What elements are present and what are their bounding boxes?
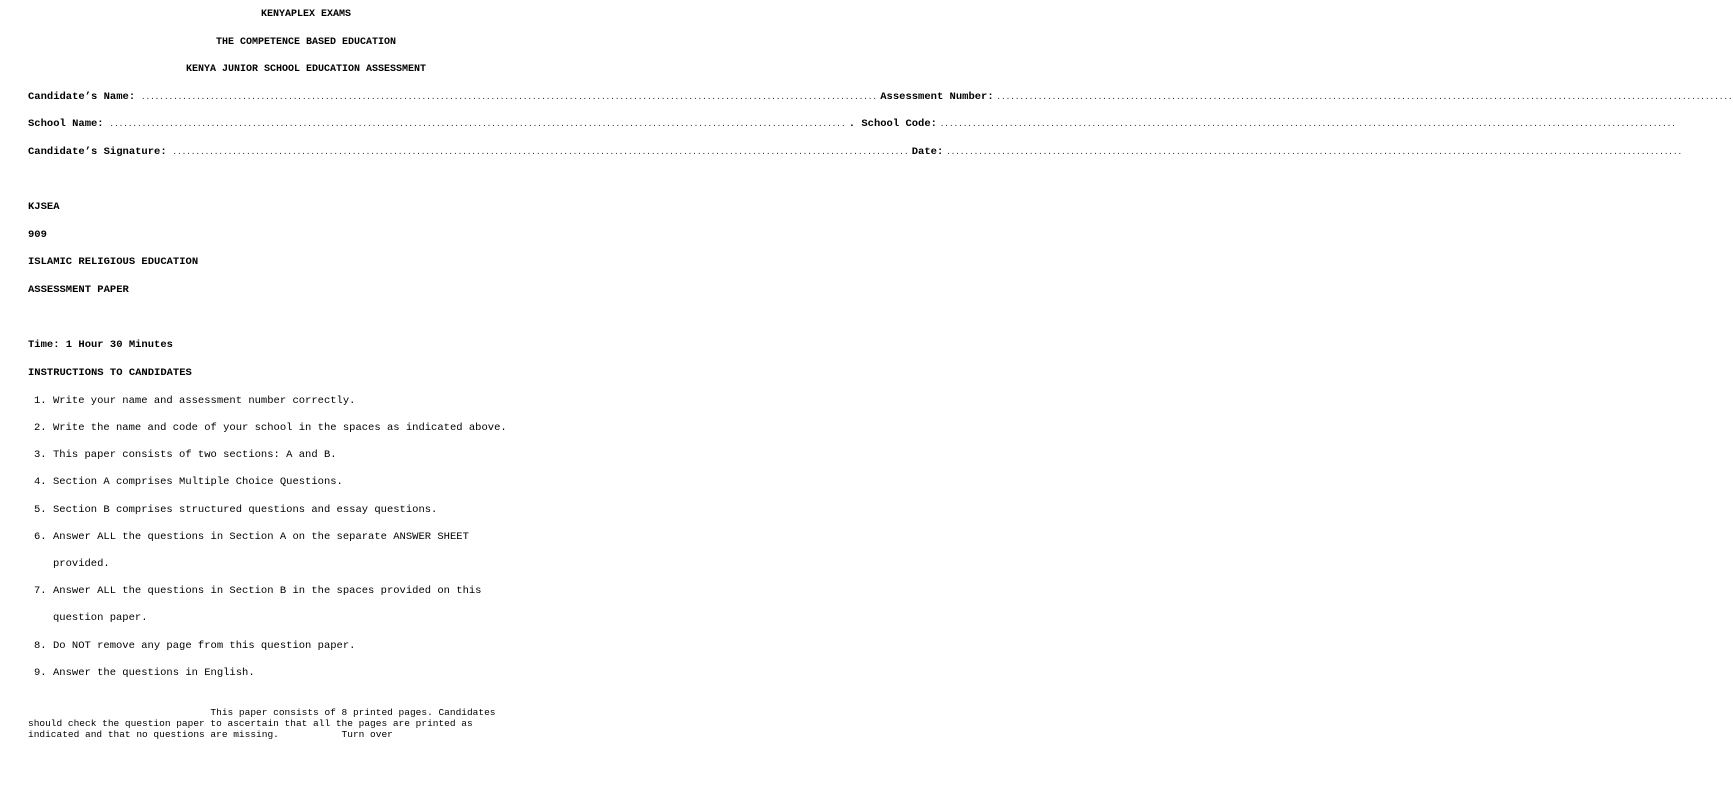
school-code-label: . School Code:: [848, 118, 937, 130]
date-label: Date:: [911, 146, 944, 158]
instruction-item: [34, 504, 437, 517]
instruction-text: Do NOT remove any page from this question paper.: [53, 640, 356, 652]
instruction-item: [34, 531, 469, 544]
instruction-text: Answer ALL the questions in Section A on the separate ANSWER SHEET: [53, 531, 469, 543]
paper-number: 909: [28, 229, 47, 241]
instruction-item: [34, 449, 337, 462]
time-allowed: Time: 1 Hour 30 Minutes: [28, 339, 173, 351]
candidate-name-row: [28, 91, 1733, 105]
instruction-continuation: provided.: [53, 558, 110, 570]
instructions-heading: INSTRUCTIONS TO CANDIDATES: [28, 367, 192, 379]
instruction-number: 5.: [34, 504, 47, 516]
instruction-text: Answer the questions in English.: [53, 667, 255, 679]
instruction-text: Write the name and code of your school in the spaces as indicated above.: [53, 422, 507, 434]
page-count-note: This paper consists of 8 printed pages. Candidates should check the question paper to ascertain that all the pages are printed as indicated and that no questions are missing. Turn over: [28, 707, 496, 740]
instruction-number: 2.: [34, 422, 47, 434]
instruction-text: Section A comprises Multiple Choice Questions.: [53, 476, 343, 488]
instruction-text: Answer ALL the questions in Section B in the spaces provided on this: [53, 585, 482, 597]
instruction-number: 8.: [34, 640, 47, 652]
paper-code-label: KJSEA: [28, 201, 60, 213]
instruction-item: [34, 476, 343, 489]
instruction-number: 1.: [34, 395, 47, 407]
curriculum-title: THE COMPETENCE BASED EDUCATION: [215, 37, 397, 48]
instruction-continuation: question paper.: [53, 612, 148, 624]
subject-title: ISLAMIC RELIGIOUS EDUCATION: [28, 256, 199, 268]
candidate-name-label: Candidate’s Name:: [28, 91, 136, 103]
instruction-text: This paper consists of two sections: A and B.: [53, 449, 337, 461]
signature-label: Candidate’s Signature:: [28, 146, 167, 158]
instruction-item: [34, 395, 355, 408]
instruction-text: Section B comprises structured questions and essay questions.: [53, 504, 438, 516]
school-name-field[interactable]: ................................................................................................................................................................: [109, 121, 846, 129]
instruction-number: 4.: [34, 476, 47, 488]
paper-type: ASSESSMENT PAPER: [28, 284, 129, 296]
instruction-item: [34, 667, 255, 680]
exam-body-title: KENYAPLEX EXAMS: [260, 9, 351, 20]
signature-row: [28, 146, 1683, 160]
assessment-number-label: Assessment Number:: [880, 91, 994, 103]
date-field[interactable]: ................................................................................................................................................................: [946, 149, 1683, 157]
school-code-field[interactable]: ................................................................................................................................................................: [939, 121, 1677, 129]
signature-field[interactable]: ................................................................................................................................................................: [172, 149, 909, 157]
school-name-label: School Name:: [28, 118, 104, 130]
instruction-number: 9.: [34, 667, 47, 679]
instruction-text: Write your name and assessment number correctly.: [53, 395, 356, 407]
assessment-number-field[interactable]: ................................................................................................................................................................: [996, 94, 1733, 102]
assessment-title: KENYA JUNIOR SCHOOL EDUCATION ASSESSMENT: [185, 64, 427, 75]
school-name-row: [28, 118, 1677, 132]
instruction-number: 7.: [34, 585, 47, 597]
instruction-item: [34, 585, 481, 598]
instruction-item: [34, 640, 355, 653]
instruction-number: 3.: [34, 449, 47, 461]
candidate-name-field[interactable]: ................................................................................................................................................................: [141, 94, 878, 102]
instruction-number: 6.: [34, 531, 47, 543]
instruction-item: [34, 422, 507, 435]
